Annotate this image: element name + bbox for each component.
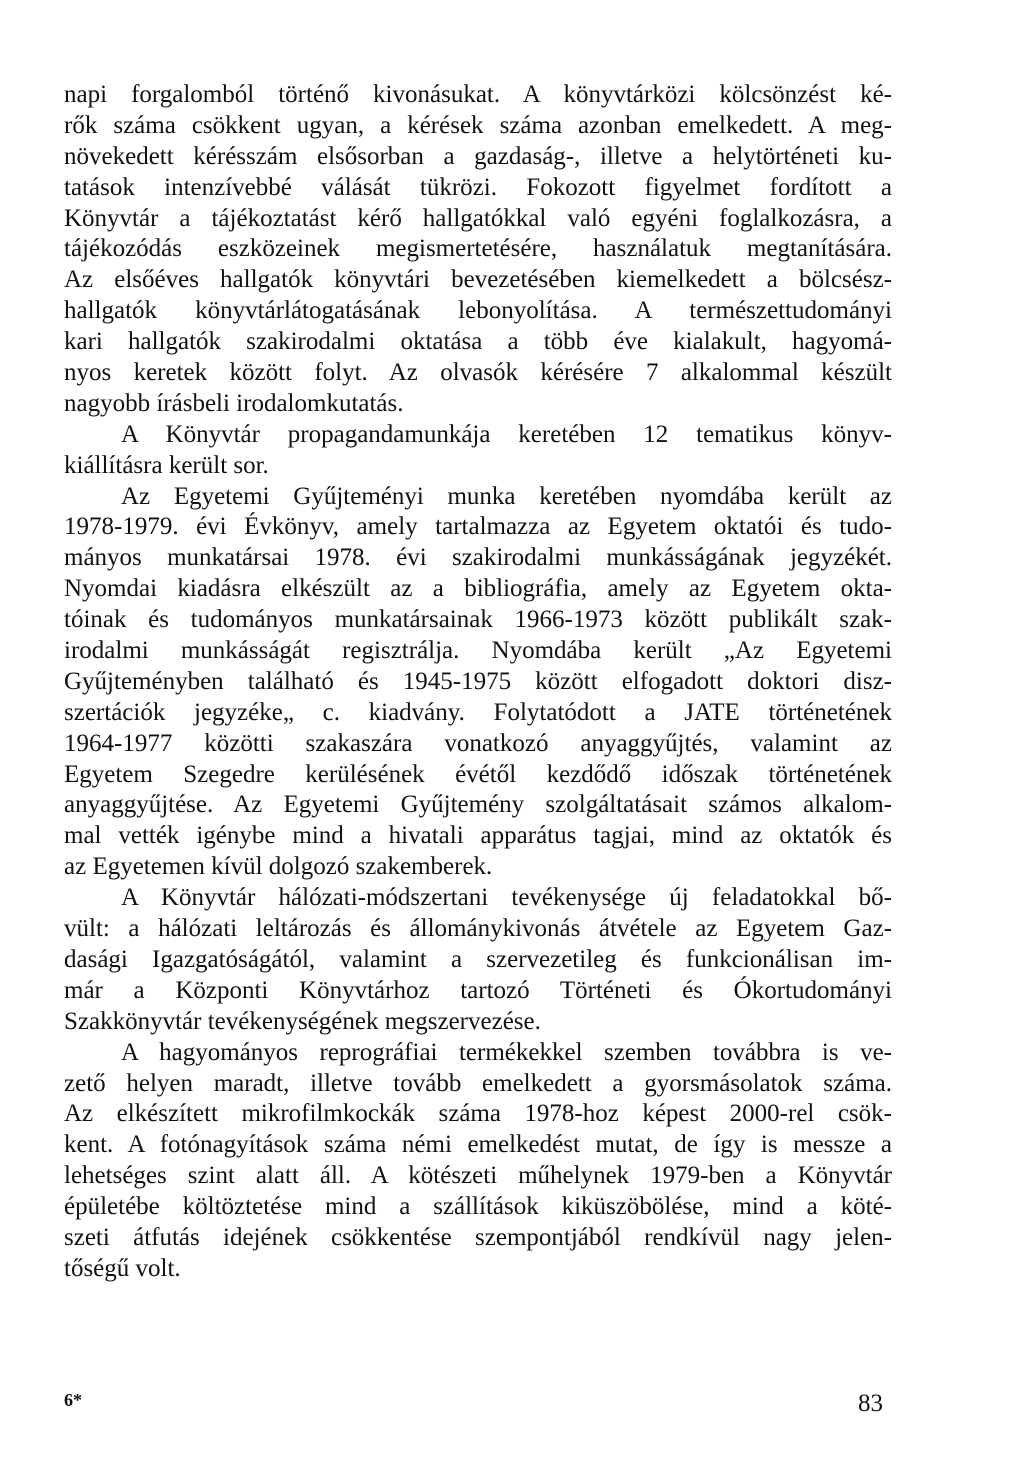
- text-line: tájékozódás eszközeinek megismertetésére, használatuk megtanítására.: [64, 235, 892, 263]
- text-line: szeti átfutás idejének csökkentése szempontjából rendkívül nagy jelen-: [64, 1223, 892, 1251]
- text-line: Szakkönyvtár tevékenységének megszervezése.: [64, 1007, 541, 1035]
- text-line: tatások intenzívebbé válását tükrözi. Fokozott figyelmet fordított a: [64, 173, 892, 201]
- text-line: mányos munkatársai 1978. évi szakirodalmi munkásságának jegyzékét.: [64, 544, 892, 572]
- text-line: 1978-1979. évi Évkönyv, amely tartalmazza az Egyetem oktatói és tudo-: [64, 513, 892, 541]
- text-line: tóinak és tudományos munkatársainak 1966-1973 között publikált szak-: [64, 606, 892, 634]
- text-line: növekedett kérésszám elsősorban a gazdaság-, illetve a helytörténeti ku-: [64, 142, 892, 170]
- text-line: épületébe költöztetése mind a szállítások kiküszöbölése, mind a köté-: [64, 1193, 892, 1221]
- page-number: 83: [858, 1390, 883, 1417]
- text-line: az Egyetemen kívül dolgozó szakemberek.: [64, 853, 493, 881]
- signature-mark: 6*: [64, 1390, 82, 1410]
- text-line: Nyomdai kiadásra elkészült az a bibliográfia, amely az Egyetem okta-: [64, 575, 892, 603]
- text-line: rők száma csökkent ugyan, a kérések száma azonban emelkedett. A meg-: [64, 111, 892, 139]
- text-line: hallgatók könyvtárlátogatásának lebonyolítása. A természettudományi: [64, 297, 892, 325]
- text-line: 1964-1977 közötti szakaszára vonatkozó anyaggyűjtés, valamint az: [64, 729, 892, 757]
- text-line: Egyetem Szegedre kerülésének évétől kezdődő időszak történetének: [64, 760, 892, 788]
- text-line: A Könyvtár hálózati-módszertani tevékenysége új feladatokkal bő-: [121, 884, 892, 912]
- text-line: irodalmi munkásságát regisztrálja. Nyomdába került „Az Egyetemi: [64, 637, 892, 665]
- text-line: vült: a hálózati leltározás és állománykivonás átvétele az Egyetem Gaz-: [64, 915, 892, 943]
- text-line: mal vették igénybe mind a hivatali apparátus tagjai, mind az oktatók és: [64, 822, 892, 850]
- text-line: anyaggyűjtése. Az Egyetemi Gyűjtemény szolgáltatásait számos alkalom-: [64, 791, 892, 819]
- text-line: A hagyományos reprográfiai termékekkel szemben továbbra is ve-: [121, 1038, 892, 1066]
- text-line: kiállításra került sor.: [64, 451, 269, 479]
- text-line: Könyvtár a tájékoztatást kérő hallgatókkal való egyéni foglalkozásra, a: [64, 204, 892, 232]
- body-text: [64, 80, 892, 1285]
- text-line: már a Központi Könyvtárhoz tartozó Történeti és Ókortudományi: [64, 976, 892, 1004]
- text-line: Gyűjteményben található és 1945-1975 között elfogadott doktori disz-: [64, 667, 892, 695]
- text-line: kent. A fotónagyítások száma némi emelkedést mutat, de így is messze a: [64, 1131, 892, 1159]
- text-line: Az Egyetemi Gyűjteményi munka keretében nyomdába került az: [121, 482, 892, 510]
- text-line: dasági Igazgatóságától, valamint a szervezetileg és funkcionálisan im-: [64, 945, 892, 973]
- text-line: Az elkészített mikrofilmkockák száma 1978-hoz képest 2000-rel csök-: [64, 1100, 892, 1128]
- text-line: tőségű volt.: [64, 1254, 181, 1282]
- text-line: zető helyen maradt, illetve tovább emelkedett a gyorsmásolatok száma.: [64, 1069, 892, 1097]
- text-line: nyos keretek között folyt. Az olvasók kérésére 7 alkalommal készült: [64, 359, 892, 387]
- text-line: nagyobb írásbeli irodalomkutatás.: [64, 389, 404, 417]
- text-line: Az elsőéves hallgatók könyvtári bevezetésében kiemelkedett a bölcsész-: [64, 266, 892, 294]
- text-line: szertációk jegyzéke„ c. kiadvány. Folytatódott a JATE történetének: [64, 698, 892, 726]
- text-line: kari hallgatók szakirodalmi oktatása a több éve kialakult, hagyomá-: [64, 328, 892, 356]
- text-line: napi forgalomból történő kivonásukat. A könyvtárközi kölcsönzést ké-: [64, 81, 892, 108]
- text-line: lehetséges szint alatt áll. A kötészeti műhelynek 1979-ben a Könyvtár: [64, 1162, 892, 1190]
- text-line: A Könyvtár propagandamunkája keretében 12 tematikus könyv-: [121, 420, 892, 448]
